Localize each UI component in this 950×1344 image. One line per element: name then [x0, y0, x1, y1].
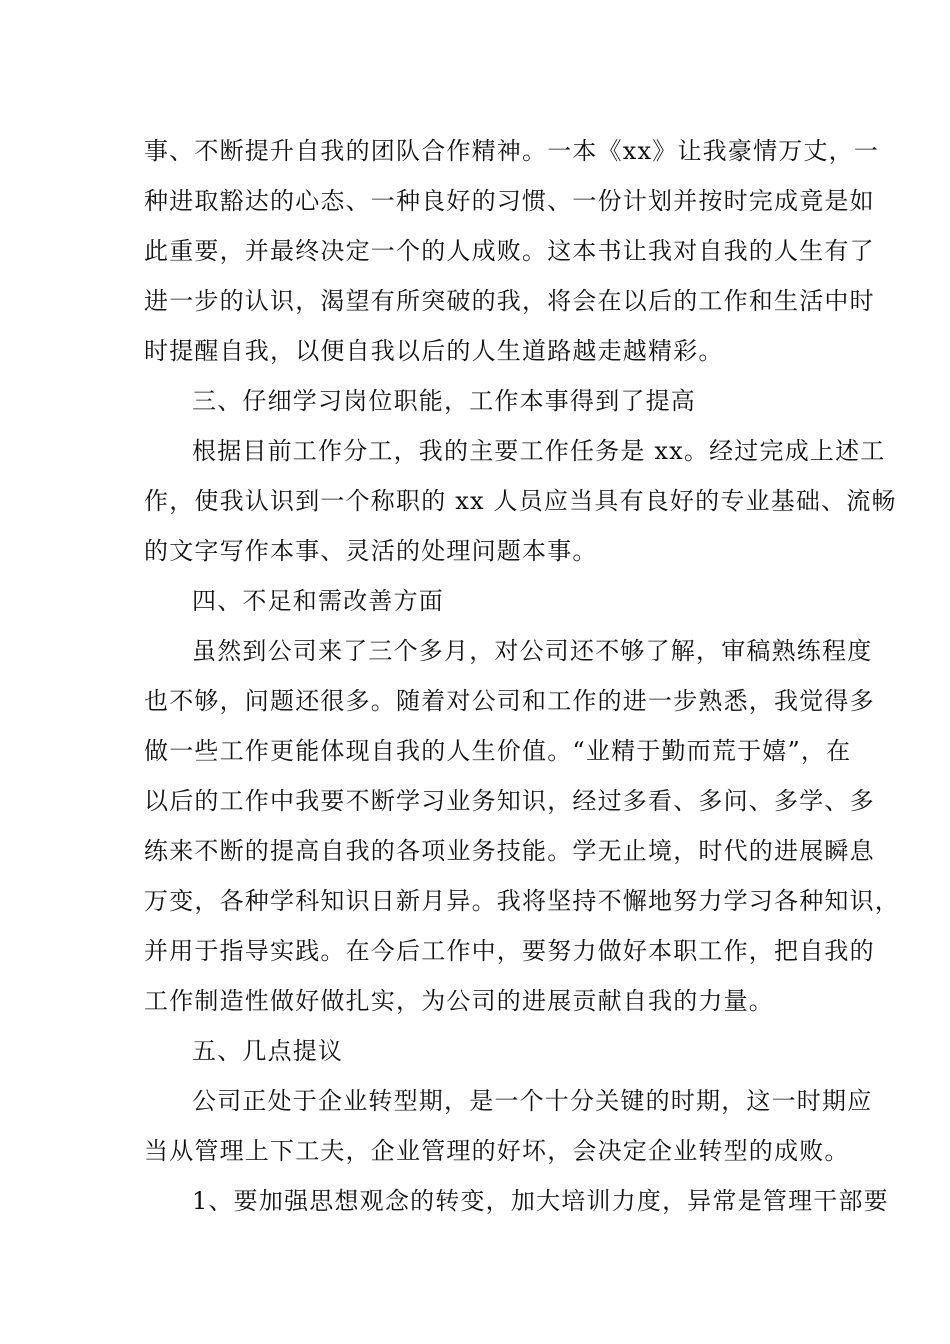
text-line: 进一步的认识，渴望有所突破的我，将会在以后的工作和生活中时	[144, 287, 875, 315]
text-line: 并用于指导实践。在今后工作中，要努力做好本职工作，把自我的	[144, 937, 875, 965]
section-heading: 四、不足和需改善方面	[192, 587, 444, 615]
text-line: 万变，各种学科知识日新月异。我将坚持不懈地努力学习各种知识，	[144, 887, 900, 915]
text-line: 时提醒自我，以便自我以后的人生道路越走越精彩。	[144, 337, 724, 365]
text-line: 的文字写作本事、灵活的处理问题本事。	[144, 537, 598, 565]
text-line: 作，使我认识到一个称职的 xx 人员应当具有良好的专业基础、流畅	[144, 487, 897, 515]
text-line: 事、不断提升自我的团队合作精神。一本《xx》让我豪情万丈，一	[144, 137, 880, 165]
text-line: 也不够，问题还很多。随着对公司和工作的进一步熟悉，我觉得多	[144, 687, 875, 715]
text-line: 1、要加强思想观念的转变，加大培训力度，异常是管理干部要	[192, 1187, 889, 1215]
text-line: 做一些工作更能体现自我的人生价值。“业精于勤而荒于嬉”，在	[144, 737, 852, 765]
text-line: 此重要，并最终决定一个的人成败。这本书让我对自我的人生有了	[144, 237, 875, 265]
text-line: 虽然到公司来了三个多月，对公司还不够了解，审稿熟练程度	[192, 637, 873, 665]
text-line: 公司正处于企业转型期，是一个十分关键的时期，这一时期应	[192, 1087, 873, 1115]
text-line: 当从管理上下工夫，企业管理的好坏，会决定企业转型的成败。	[144, 1137, 850, 1165]
text-line: 根据目前工作分工，我的主要工作任务是 xx。经过完成上述工	[192, 437, 886, 465]
text-line: 以后的工作中我要不断学习业务知识，经过多看、多问、多学、多	[144, 787, 875, 815]
text-line: 练来不断的提高自我的各项业务技能。学无止境，时代的进展瞬息	[144, 837, 875, 865]
text-line: 种进取豁达的心态、一种良好的习惯、一份计划并按时完成竟是如	[144, 187, 875, 215]
section-heading: 五、几点提议	[192, 1037, 344, 1065]
text-line: 工作制造性做好做扎实，为公司的进展贡献自我的力量。	[144, 987, 774, 1015]
section-heading: 三、仔细学习岗位职能，工作本事得到了提高	[192, 387, 696, 415]
